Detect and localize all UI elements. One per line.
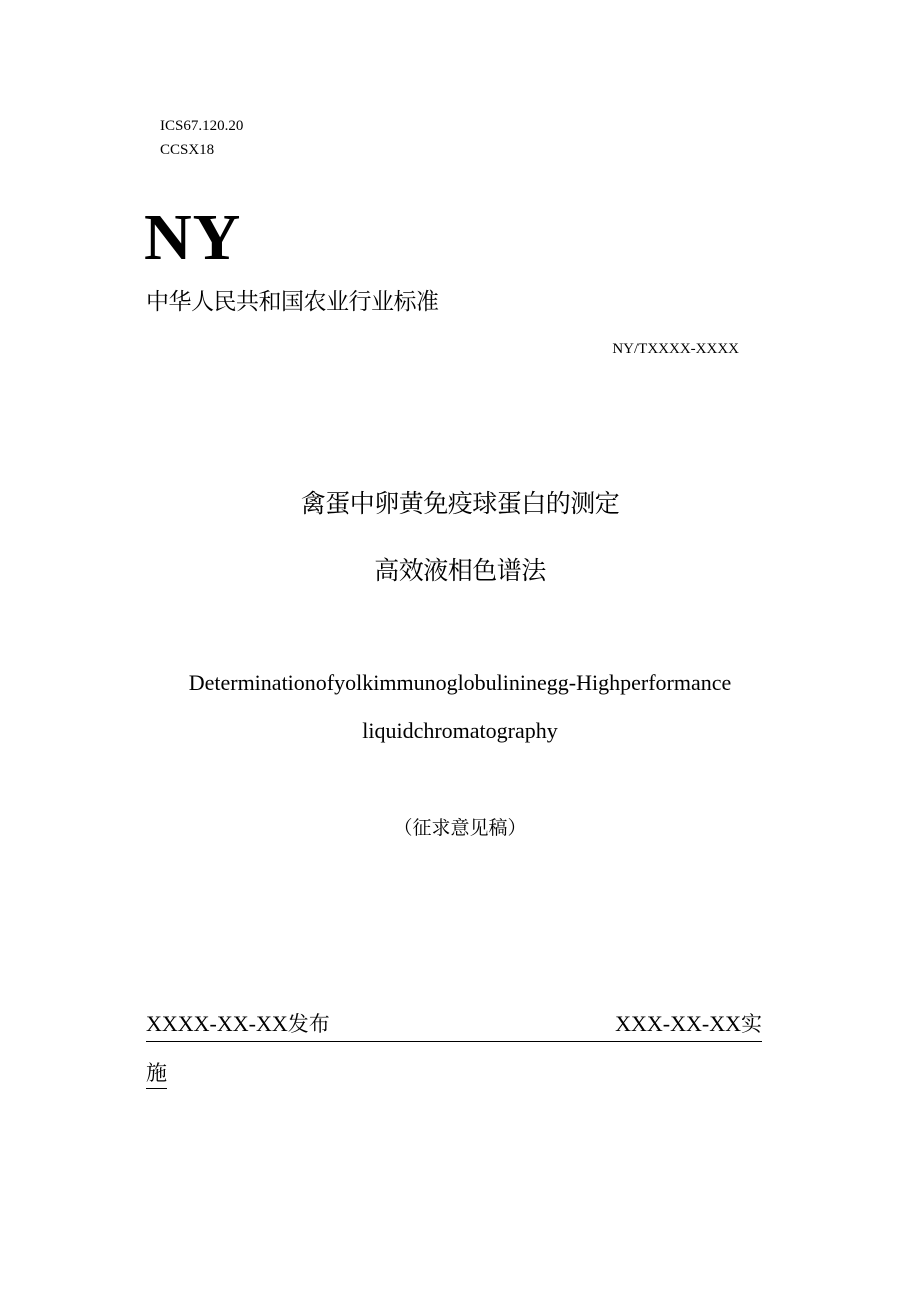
publish-label: 发布 xyxy=(287,1012,330,1036)
implement-date xyxy=(615,1009,762,1039)
standard-name: 中华人民共和国农业行业标准 xyxy=(146,289,439,315)
implement-date-value: XXX-XX-XX xyxy=(615,1011,741,1036)
date-row xyxy=(146,1009,762,1042)
title-cn-line2: 高效液相色谱法 xyxy=(374,556,546,585)
implement-label-part1: 实 xyxy=(741,1012,762,1036)
ccs-code: CCSX18 xyxy=(160,142,215,158)
draft-note: （征求意见稿） xyxy=(393,817,527,839)
title-en-line1: Determinationofyolkimmunoglobulininegg-Highperformance xyxy=(188,670,732,695)
implement-label-part2: 施 xyxy=(146,1058,167,1089)
ics-code: ICS67.120.20 xyxy=(160,118,244,134)
ny-logo: NY xyxy=(144,201,242,274)
title-cn-line1: 禽蛋中卵黄免疫球蛋白的测定 xyxy=(300,489,620,518)
publish-date xyxy=(146,1009,330,1039)
publish-date-value: XXXX-XX-XX xyxy=(146,1011,288,1036)
standard-number: NY/TXXXX-XXXX xyxy=(612,341,739,357)
title-en-line2: liquidchromatography xyxy=(362,718,558,743)
